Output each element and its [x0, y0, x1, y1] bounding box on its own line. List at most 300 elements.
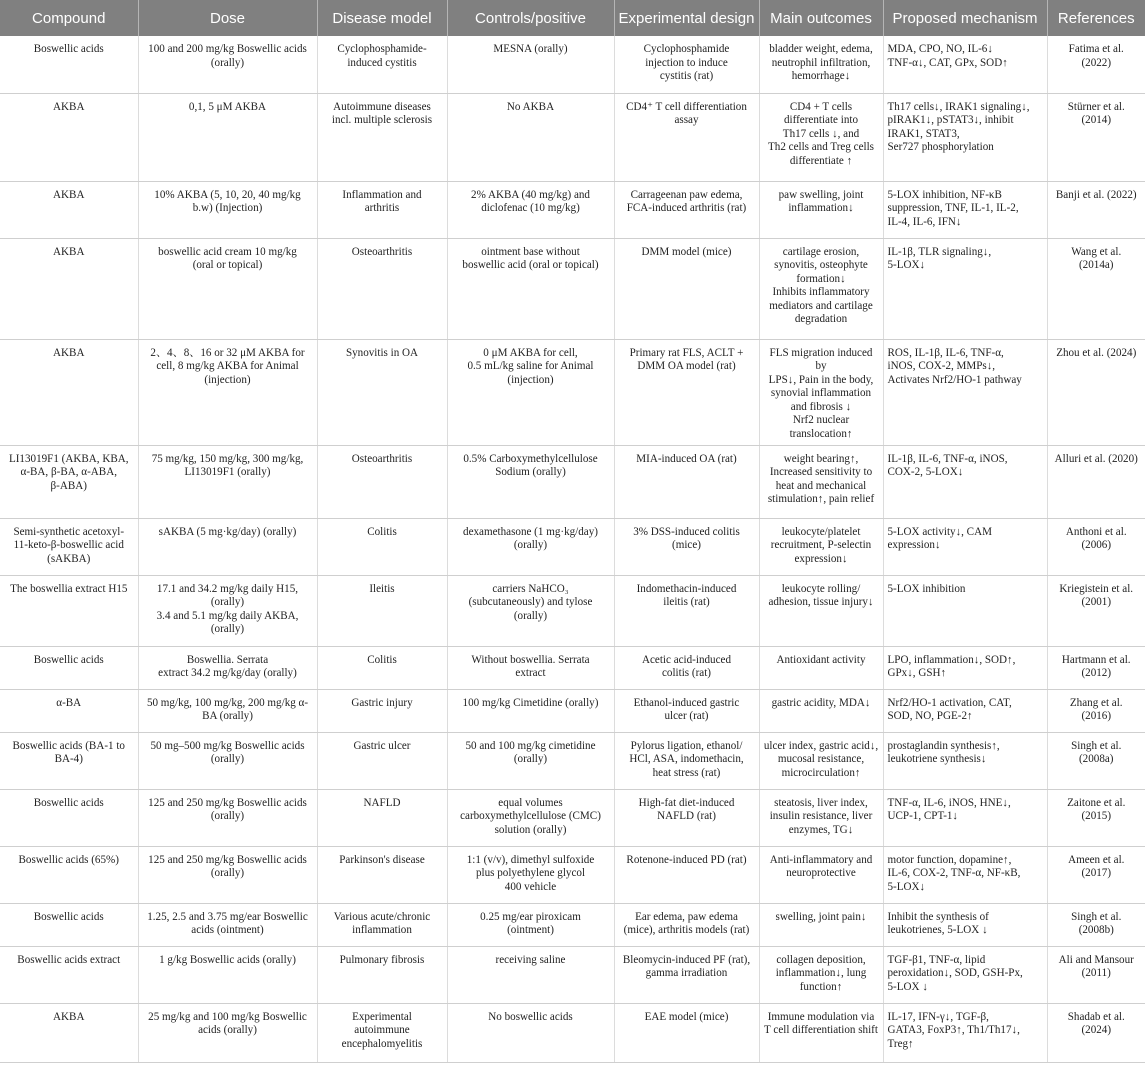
cell-text-line: Osteoarthritis — [351, 245, 413, 258]
cell-references — [1047, 789, 1145, 846]
cell-controls — [447, 946, 614, 1003]
cell-experimental-design — [614, 732, 759, 789]
cell-text-line: inflammation↓ — [788, 202, 854, 215]
cell-dose — [138, 93, 317, 181]
cell-text-line: Ser727 phosphorylation — [887, 141, 994, 154]
cell-compound — [0, 181, 138, 238]
cell-controls — [447, 518, 614, 575]
cell-text-line: DMM model (mice) — [641, 245, 732, 258]
cell-text-line: expression↓ — [794, 552, 848, 565]
cell-text-line: AKBA — [53, 1010, 85, 1023]
cell-proposed-mechanism — [883, 846, 1047, 903]
table-row — [0, 846, 1145, 903]
cell-text-line: NAFLD — [363, 796, 401, 809]
cell-text-line: Stürner et al. — [1067, 100, 1125, 113]
cell-proposed-mechanism — [883, 575, 1047, 646]
cell-dose — [138, 445, 317, 518]
cell-text-line: formation↓ — [796, 272, 846, 285]
cell-text-line: 125 and 250 mg/kg Boswellic acids — [148, 796, 307, 809]
cell-text-line: leukotrienes, 5-LOX ↓ — [887, 924, 988, 937]
cell-references — [1047, 903, 1145, 946]
cell-text-line: CD4⁺ T cell differentiation — [626, 100, 747, 113]
cell-text-line: heat and mechanical — [775, 479, 867, 492]
cell-controls — [447, 445, 614, 518]
cell-text-line: Indomethacin-induced — [636, 582, 737, 595]
cell-text-line: Inhibits inflammatory — [772, 286, 870, 299]
cell-proposed-mechanism — [883, 238, 1047, 339]
cell-main-outcomes — [759, 846, 883, 903]
cell-text-line: 5-LOX↓ — [887, 880, 926, 893]
cell-controls — [447, 689, 614, 732]
cell-proposed-mechanism — [883, 732, 1047, 789]
cell-text-line: 125 and 250 mg/kg Boswellic acids — [148, 853, 307, 866]
cell-text-line: Ali and Mansour — [1058, 953, 1134, 966]
cell-text-line: BA-4) — [54, 753, 83, 766]
cell-text-line: Zhang et al. — [1069, 696, 1123, 709]
cell-text-line: Various acute/chronic — [333, 910, 431, 923]
cell-text-line: Boswellic acids (65%) — [18, 853, 119, 866]
cell-references — [1047, 238, 1145, 339]
cell-text-line: differentiate into — [783, 114, 859, 127]
cell-references — [1047, 646, 1145, 689]
cell-controls — [447, 846, 614, 903]
cell-proposed-mechanism — [883, 1003, 1047, 1062]
cell-text-line: DMM OA model (rat) — [637, 360, 736, 373]
cell-text-line: mucosal resistance, — [777, 753, 865, 766]
cell-text-line: 2、4、8、16 or 32 μM AKBA for — [150, 346, 305, 359]
cell-experimental-design — [614, 181, 759, 238]
cell-text-line: Zaitone et al. — [1067, 796, 1126, 809]
cell-text-line: Pylorus ligation, ethanol/ — [630, 739, 743, 752]
cell-text-line: Th17 cells↓, IRAK1 signaling↓, — [887, 100, 1030, 113]
table-row — [0, 518, 1145, 575]
cell-text-line: plus polyethylene glycol — [475, 867, 586, 880]
cell-text-line: (sAKBA) — [47, 552, 91, 565]
cell-compound — [0, 36, 138, 93]
cell-text-line: 10% AKBA (5, 10, 20, 40 mg/kg — [154, 188, 301, 201]
cell-text-line: 50 mg/kg, 100 mg/kg, 200 mg/kg α- — [146, 696, 309, 709]
cell-text-line: Semi-synthetic acetoxyl- — [13, 525, 125, 538]
cell-text-line: Anti-inflammatory and — [769, 853, 873, 866]
cell-text-line: enzymes, TG↓ — [788, 823, 854, 836]
cell-text-line: boswellic acid cream 10 mg/kg — [158, 245, 297, 258]
cell-references — [1047, 36, 1145, 93]
cell-text-line: motor function, dopamine↑, — [887, 853, 1012, 866]
cell-text-line: Boswellia. Serrata — [186, 653, 269, 666]
cell-text-line: No AKBA — [506, 100, 555, 113]
cell-text-line: 5-LOX ↓ — [887, 980, 928, 993]
cell-text-line: dexamethasone (1 mg·kg/day) — [463, 525, 598, 538]
cell-references — [1047, 181, 1145, 238]
cell-text-line: 1:1 (v/v), dimethyl sulfoxide — [466, 853, 595, 866]
cell-experimental-design — [614, 689, 759, 732]
cell-text-line: (2022) — [1081, 56, 1112, 69]
table-row — [0, 238, 1145, 339]
cell-text-line: expression↓ — [887, 539, 941, 552]
cell-disease-model — [317, 339, 447, 445]
cell-text-line: Primary rat FLS, ACLT + — [629, 346, 744, 359]
cell-experimental-design — [614, 518, 759, 575]
cell-disease-model — [317, 646, 447, 689]
cell-disease-model — [317, 903, 447, 946]
cell-text-line: arthritis — [364, 202, 400, 215]
cell-text-line: (2012) — [1081, 667, 1112, 680]
cell-text-line: 1.25, 2.5 and 3.75 mg/ear Boswellic — [147, 910, 308, 923]
cell-text-line: equal volumes — [498, 796, 563, 809]
cell-text-line: extract 34.2 mg/kg/day (orally) — [158, 667, 297, 680]
cell-controls — [447, 36, 614, 93]
cell-text-line: microcirculation↑ — [781, 766, 861, 779]
header-main-outcomes: Main outcomes — [759, 0, 883, 36]
cell-proposed-mechanism — [883, 93, 1047, 181]
cell-disease-model — [317, 846, 447, 903]
cell-text-line: Kriegistein et al. — [1059, 582, 1134, 595]
cell-text-line: (injection) — [204, 373, 251, 386]
cell-text-line: Wang et al. — [1071, 245, 1122, 258]
table-row — [0, 946, 1145, 1003]
cell-experimental-design — [614, 789, 759, 846]
cell-dose — [138, 181, 317, 238]
cell-text-line: Parkinson's disease — [339, 853, 425, 866]
cell-text-line: Boswellic acids — [33, 796, 104, 809]
cell-text-line: The boswellia extract H15 — [10, 582, 128, 595]
cell-text-line: Th17 cells ↓, and — [782, 127, 860, 140]
cell-text-line: acids (orally) — [198, 1024, 257, 1037]
cell-text-line: 5-LOX activity↓, CAM — [887, 525, 992, 538]
cell-text-line: LI13019F1 (AKBA, KBA, — [8, 452, 129, 465]
cell-text-line: steatosis, liver index, — [774, 796, 868, 809]
cell-text-line: IRAK1, STAT3, — [887, 127, 960, 140]
cell-text-line: induced cystitis — [347, 56, 417, 69]
cell-text-line: T cell differentiation shift — [764, 1024, 878, 1037]
cell-text-line: α-BA, β-BA, α-ABA, — [20, 466, 117, 479]
cell-text-line: Without boswellia. Serrata — [471, 653, 590, 666]
cell-text-line: Boswellic acids (BA-1 to — [12, 739, 125, 752]
cell-controls — [447, 181, 614, 238]
cell-text-line: Synovitis in OA — [345, 346, 419, 359]
cell-text-line: Nrf2/HO-1 activation, CAT, — [887, 696, 1012, 709]
cell-dose — [138, 846, 317, 903]
cell-text-line: Anthoni et al. — [1065, 525, 1127, 538]
cell-text-line: Pulmonary fibrosis — [339, 953, 425, 966]
cell-text-line: Inflammation and — [342, 188, 422, 201]
cell-text-line: IL-1β, TLR signaling↓, — [887, 245, 992, 258]
table-row — [0, 93, 1145, 181]
cell-compound — [0, 646, 138, 689]
cell-compound — [0, 339, 138, 445]
cell-main-outcomes — [759, 36, 883, 93]
cell-experimental-design — [614, 1003, 759, 1062]
cell-text-line: (orally) — [513, 609, 548, 622]
cell-dose — [138, 646, 317, 689]
cell-references — [1047, 846, 1145, 903]
table-row — [0, 732, 1145, 789]
table-row — [0, 339, 1145, 445]
cell-main-outcomes — [759, 238, 883, 339]
cell-text-line: (orally) — [210, 867, 245, 880]
table-row — [0, 181, 1145, 238]
cell-text-line: sAKBA (5 mg·kg/day) (orally) — [158, 525, 297, 538]
cell-main-outcomes — [759, 339, 883, 445]
cell-text-line: b.w) (Injection) — [192, 202, 263, 215]
cell-references — [1047, 689, 1145, 732]
cell-text-line: carboxymethylcellulose (CMC) — [460, 810, 601, 823]
cell-experimental-design — [614, 339, 759, 445]
cell-text-line: Th2 cells and Treg cells — [768, 141, 874, 154]
cell-text-line: leukocyte rolling/ — [781, 582, 861, 595]
table-row — [0, 445, 1145, 518]
cell-text-line: Boswellic acids — [33, 43, 104, 55]
cell-text-line: (orally) — [210, 623, 245, 636]
cell-text-line: 0.5 mL/kg saline for Animal — [467, 360, 594, 373]
cell-compound — [0, 732, 138, 789]
cell-experimental-design — [614, 646, 759, 689]
cell-text-line: (2006) — [1081, 539, 1112, 552]
cell-text-line: translocation↑ — [789, 428, 853, 441]
cell-text-line: (mice) — [672, 539, 701, 552]
cell-text-line: leukocyte/platelet — [781, 525, 861, 538]
cell-controls — [447, 1003, 614, 1062]
cell-text-line: LPS↓, Pain in the body, — [768, 373, 874, 386]
cell-text-line: (2016) — [1081, 710, 1112, 723]
header-compound: Compound — [0, 0, 138, 36]
table-row — [0, 575, 1145, 646]
cell-proposed-mechanism — [883, 689, 1047, 732]
cell-text-line: TNF-α↓, CAT, GPx, SOD↑ — [887, 56, 1008, 69]
cell-text-line: iNOS, COX-2, MMPs↓, — [887, 360, 996, 373]
cell-compound — [0, 903, 138, 946]
cell-text-line: MDA, CPO, NO, IL-6↓ — [887, 43, 993, 55]
cell-text-line: 11-keto-β-boswellic acid — [13, 539, 124, 552]
cell-text-line: Hartmann et al. — [1061, 653, 1131, 666]
cell-text-line: Autoimmune diseases — [333, 100, 431, 113]
cell-text-line: Rotenone-induced PD (rat) — [626, 853, 747, 866]
cell-main-outcomes — [759, 575, 883, 646]
cell-main-outcomes — [759, 518, 883, 575]
cell-text-line: carriers NaHCO₃ — [492, 582, 569, 595]
cell-text-line: colitis (rat) — [662, 667, 711, 680]
cell-text-line: (2001) — [1081, 596, 1112, 609]
cell-text-line: 0.5% Carboxymethylcellulose — [463, 452, 598, 465]
cell-text-line: TNF-α, IL-6, iNOS, HNE↓, — [887, 796, 1011, 809]
cell-references — [1047, 575, 1145, 646]
cell-text-line: suppression, TNF, IL-1, IL-2, — [887, 202, 1019, 215]
cell-text-line: Antioxidant activity — [776, 653, 866, 666]
cell-dose — [138, 946, 317, 1003]
cell-text-line: diclofenac (10 mg/kg) — [481, 202, 580, 215]
cell-text-line: Ethanol-induced gastric — [633, 696, 740, 709]
cell-text-line: degradation — [794, 313, 848, 326]
cell-proposed-mechanism — [883, 789, 1047, 846]
cell-text-line: Sodium (orally) — [495, 466, 566, 479]
cell-proposed-mechanism — [883, 946, 1047, 1003]
cell-main-outcomes — [759, 646, 883, 689]
cell-text-line: paw swelling, joint — [778, 188, 864, 201]
cell-text-line: (2017) — [1081, 867, 1112, 880]
cell-disease-model — [317, 946, 447, 1003]
cell-text-line: GATA3, FoxP3↑, Th1/Th17↓, — [887, 1024, 1020, 1037]
cell-text-line: Osteoarthritis — [351, 452, 413, 465]
cell-text-line: ulcer index, gastric acid↓, — [763, 739, 879, 752]
header-controls: Controls/positive — [447, 0, 614, 36]
cell-main-outcomes — [759, 445, 883, 518]
cell-text-line: Inhibit the synthesis of — [887, 910, 989, 923]
cell-text-line: TGF-β1, TNF-α, lipid — [887, 953, 986, 966]
cell-text-line: Carrageenan paw edema, — [630, 188, 743, 201]
table-row — [0, 36, 1145, 93]
cell-text-line: LPO, inflammation↓, SOD↑, — [887, 653, 1016, 666]
cell-text-line: (orally) — [210, 56, 245, 69]
cell-text-line: inflammation↓, lung — [775, 967, 867, 980]
cell-dose — [138, 238, 317, 339]
cell-proposed-mechanism — [883, 646, 1047, 689]
cell-disease-model — [317, 445, 447, 518]
cell-disease-model — [317, 36, 447, 93]
cell-dose — [138, 1003, 317, 1062]
header-experimental-design: Experimental design — [614, 0, 759, 36]
cell-references — [1047, 339, 1145, 445]
cell-text-line: swelling, joint pain↓ — [775, 910, 867, 923]
cell-experimental-design — [614, 575, 759, 646]
cell-disease-model — [317, 689, 447, 732]
cell-text-line: Cyclophosphamide — [643, 43, 730, 55]
cell-text-line: synovial inflammation — [770, 387, 872, 400]
cell-text-line: injection to induce — [645, 56, 728, 69]
cell-controls — [447, 903, 614, 946]
cell-text-line: 5-LOX inhibition — [887, 582, 966, 595]
cell-text-line: acids (ointment) — [191, 924, 264, 937]
cell-dose — [138, 36, 317, 93]
cell-text-line: 100 and 200 mg/kg Boswellic acids — [148, 43, 307, 55]
cell-text-line: (2008a) — [1078, 753, 1114, 766]
cell-proposed-mechanism — [883, 181, 1047, 238]
cell-disease-model — [317, 732, 447, 789]
cell-text-line: α-BA — [56, 696, 82, 709]
cell-text-line: LI13019F1 (orally) — [184, 466, 271, 479]
cell-text-line: cartilage erosion, — [782, 245, 860, 258]
cell-text-line: Singh et al. — [1071, 910, 1122, 923]
cell-text-line: encephalomyelitis — [341, 1037, 423, 1050]
table-row — [0, 1003, 1145, 1062]
cell-main-outcomes — [759, 689, 883, 732]
cell-dose — [138, 903, 317, 946]
cell-text-line: MESNA (orally) — [493, 43, 568, 55]
cell-experimental-design — [614, 903, 759, 946]
cell-text-line: (2014) — [1081, 114, 1112, 127]
cell-text-line: COX-2, 5-LOX↓ — [887, 466, 964, 479]
cell-text-line: hemorrhage↓ — [791, 70, 851, 83]
cell-disease-model — [317, 238, 447, 339]
cell-text-line: (orally) — [210, 596, 245, 609]
cell-text-line: ileitis (rat) — [663, 596, 710, 609]
cell-experimental-design — [614, 445, 759, 518]
cell-text-line: MIA-induced OA (rat) — [636, 452, 737, 465]
cell-text-line: Banji et al. (2022) — [1055, 188, 1137, 201]
cell-controls — [447, 339, 614, 445]
cell-experimental-design — [614, 93, 759, 181]
cell-text-line: Increased sensitivity to — [769, 466, 873, 479]
cell-disease-model — [317, 93, 447, 181]
cell-text-line: neuroprotective — [786, 867, 856, 880]
cell-text-line: Colitis — [367, 653, 397, 666]
cell-text-line: insulin resistance, liver — [769, 810, 873, 823]
cell-text-line: recruitment, P-selectin — [770, 539, 872, 552]
cell-text-line: 2% AKBA (40 mg/kg) and — [471, 188, 590, 201]
cell-proposed-mechanism — [883, 903, 1047, 946]
cell-text-line: AKBA — [53, 346, 85, 359]
cell-compound — [0, 1003, 138, 1062]
cell-text-line: Experimental — [352, 1010, 412, 1023]
table-row — [0, 646, 1145, 689]
cell-disease-model — [317, 181, 447, 238]
cell-proposed-mechanism — [883, 518, 1047, 575]
cell-text-line: 3.4 and 5.1 mg/kg daily AKBA, — [156, 609, 299, 622]
cell-text-line: assay — [674, 114, 699, 127]
cell-text-line: collagen deposition, — [776, 953, 866, 966]
cell-text-line: IL-17, IFN-γ↓, TGF-β, — [887, 1010, 989, 1023]
cell-text-line: 5-LOX inhibition, NF-κB — [887, 188, 1002, 201]
cell-text-line: AKBA — [53, 188, 85, 201]
cell-main-outcomes — [759, 93, 883, 181]
cell-text-line: Fatima et al. — [1068, 43, 1124, 55]
cell-text-line: 100 mg/kg Cimetidine (orally) — [462, 696, 599, 709]
cell-text-line: Boswellic acids — [33, 910, 104, 923]
cell-disease-model — [317, 518, 447, 575]
cell-text-line: 50 mg–500 mg/kg Boswellic acids — [150, 739, 305, 752]
cell-text-line: SOD, NO, PGE-2↑ — [887, 710, 973, 723]
header-disease-model: Disease model — [317, 0, 447, 36]
cell-references — [1047, 93, 1145, 181]
cell-proposed-mechanism — [883, 445, 1047, 518]
cell-references — [1047, 946, 1145, 1003]
cell-text-line: adhesion, tissue injury↓ — [768, 596, 874, 609]
cell-disease-model — [317, 575, 447, 646]
cell-text-line: Boswellic acids extract — [17, 953, 121, 966]
cell-text-line: solution (orally) — [494, 823, 567, 836]
cell-text-line: cystitis (rat) — [659, 70, 714, 83]
cell-text-line: (ointment) — [507, 924, 554, 937]
cell-text-line: bladder weight, edema, — [769, 43, 873, 55]
cell-text-line: 3% DSS-induced colitis — [633, 525, 740, 538]
cell-disease-model — [317, 789, 447, 846]
cell-text-line: inflammation — [352, 924, 412, 937]
cell-controls — [447, 238, 614, 339]
cell-text-line: Shadab et al. — [1067, 1010, 1125, 1023]
cell-text-line: ulcer (rat) — [664, 710, 709, 723]
cell-text-line: prostaglandin synthesis↑, — [887, 739, 1000, 752]
cell-experimental-design — [614, 846, 759, 903]
cell-text-line: NAFLD (rat) — [657, 810, 716, 823]
cell-text-line: AKBA — [53, 100, 85, 113]
cell-text-line: 5-LOX↓ — [887, 259, 926, 272]
cell-text-line: leukotriene synthesis↓ — [887, 753, 987, 766]
cell-controls — [447, 646, 614, 689]
cell-text-line: 25 mg/kg and 100 mg/kg Boswellic — [148, 1010, 307, 1023]
cell-compound — [0, 575, 138, 646]
cell-text-line: 50 and 100 mg/kg cimetidine — [465, 739, 596, 752]
cell-text-line: High-fat diet-induced — [638, 796, 735, 809]
cell-text-line: Acetic acid-induced — [641, 653, 731, 666]
cell-text-line: Immune modulation via — [767, 1010, 875, 1023]
table-row — [0, 789, 1145, 846]
cell-experimental-design — [614, 946, 759, 1003]
cell-text-line: HCl, ASA, indomethacin, — [629, 753, 744, 766]
cell-text-line: Activates Nrf2/HO-1 pathway — [887, 373, 1022, 386]
header-row — [0, 0, 1145, 36]
cell-text-line: UCP-1, CPT-1↓ — [887, 810, 958, 823]
cell-text-line: Bleomycin-induced PF (rat), — [622, 953, 751, 966]
cell-controls — [447, 575, 614, 646]
